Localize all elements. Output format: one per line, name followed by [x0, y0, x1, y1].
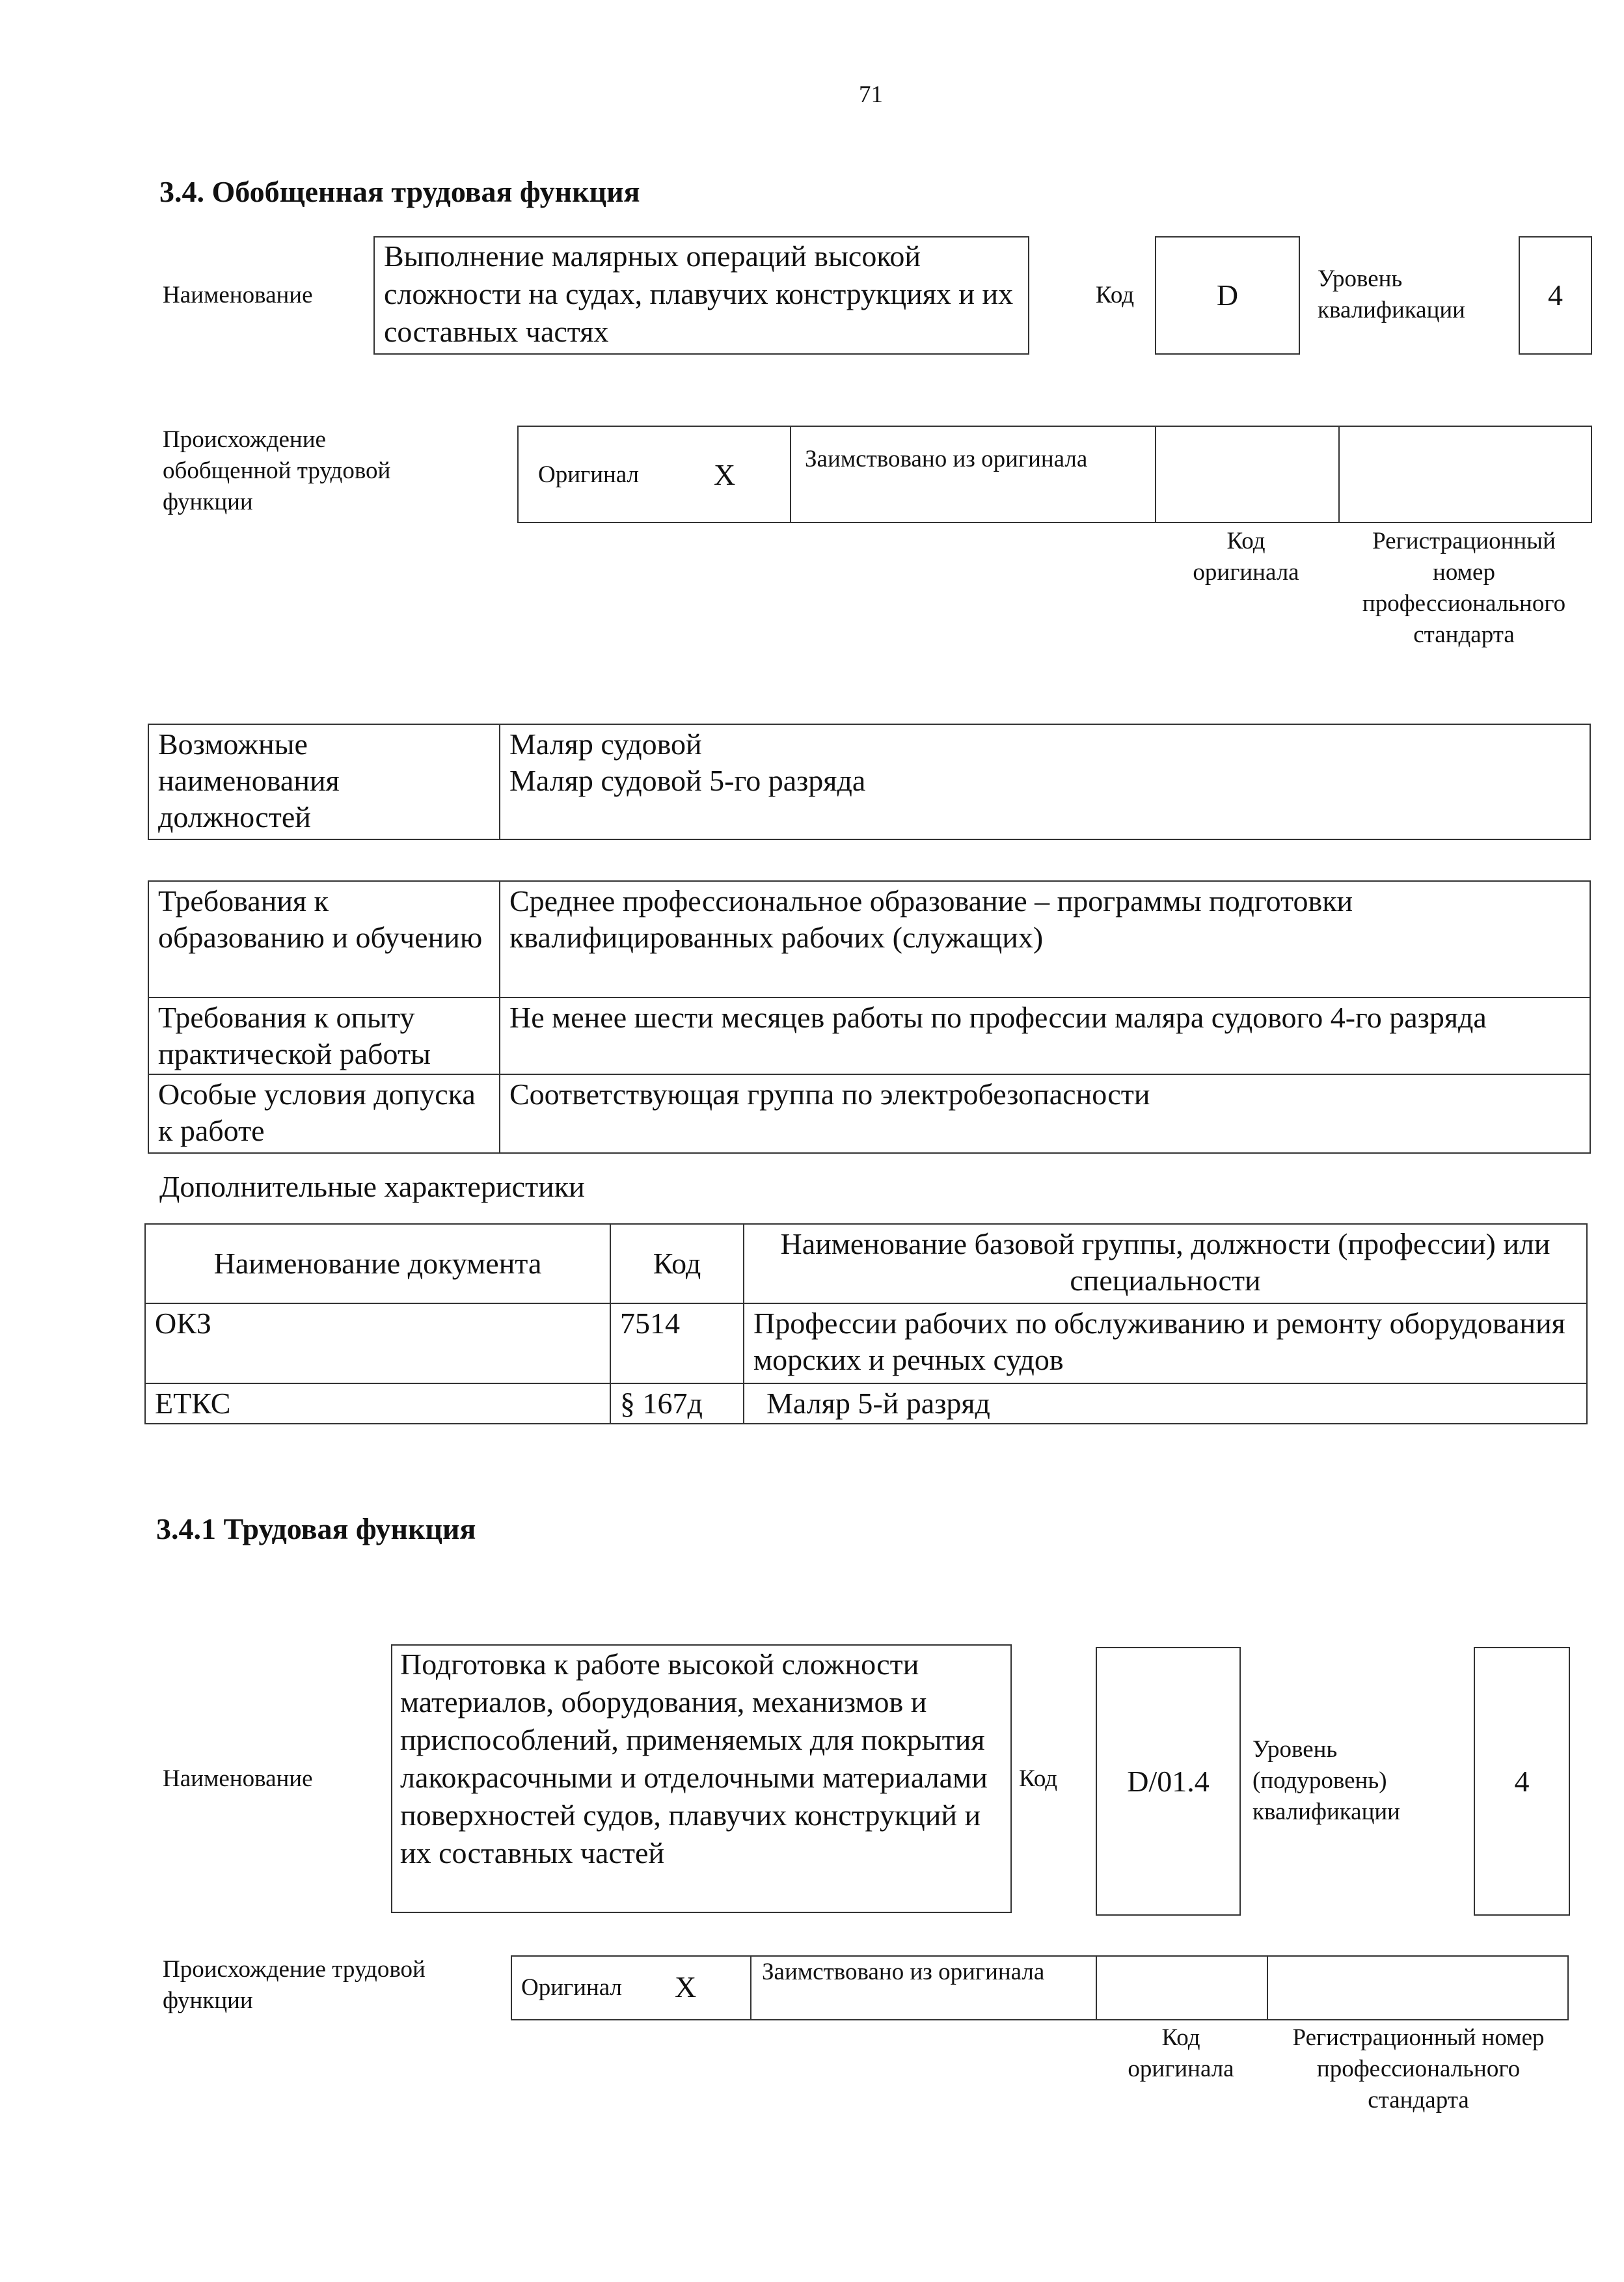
positions-label: Возможные наименования должностей — [148, 724, 500, 839]
subsection-heading: 3.4.1 Трудовая функция — [156, 1512, 476, 1545]
req-value: Не менее шести месяцев работы по профессии маляра судового 4-го разряда — [500, 998, 1590, 1074]
extra-header: Наименование базовой группы, должности (профессии) или специальности — [744, 1224, 1587, 1303]
tf-origin-table — [511, 1955, 1569, 2020]
extra-title: Дополнительные характеристики — [159, 1170, 585, 1203]
positions-table — [148, 724, 1591, 840]
req-value: Соответствующая группа по электробезопасности — [500, 1074, 1590, 1153]
requirements-table — [148, 880, 1591, 1154]
extra-header: Код — [610, 1224, 744, 1303]
extra-cell: Маляр 5-й разряд — [744, 1383, 1587, 1424]
level-label: Уровень квалификации — [1318, 265, 1465, 323]
origin-reg-caption: Регистрационный номер профессионального стандарта — [1292, 2024, 1545, 2113]
name-label: Наименование — [163, 1765, 313, 1792]
extra-header: Наименование документа — [145, 1224, 610, 1303]
origin-borrowed: Заимствовано из оригинала — [805, 446, 1088, 472]
extra-cell: § 167д — [610, 1383, 744, 1424]
tf-level-box: 4 — [1474, 1647, 1570, 1916]
extra-cell: 7514 — [610, 1303, 744, 1383]
extra-table — [144, 1223, 1588, 1424]
section-heading: 3.4. Обобщенная трудовая функция — [159, 175, 640, 208]
origin-label: Происхождение трудовой функции — [163, 1956, 426, 2014]
extra-cell: Профессии рабочих по обслуживанию и ремонту оборудования морских и речных судов — [744, 1303, 1587, 1383]
extra-cell: ОКЗ — [145, 1303, 610, 1383]
code-label: Код — [1019, 1765, 1058, 1792]
origin-code-caption: Код оригинала — [1128, 2024, 1234, 2082]
gtf-code-box: D — [1155, 236, 1300, 355]
gtf-origin-table — [517, 426, 1592, 523]
origin-label: Происхождение обобщенной трудовой функции — [163, 426, 391, 515]
gtf-level-box: 4 — [1519, 236, 1592, 355]
page-number: 71 — [859, 81, 883, 108]
code-label: Код — [1096, 282, 1135, 308]
req-label: Требования к опыту практической работы — [148, 998, 500, 1074]
req-label: Особые условия допуска к работе — [148, 1074, 500, 1153]
level-label: Уровень (подуровень) квалификации — [1252, 1736, 1400, 1825]
origin-original: Оригинал — [538, 461, 640, 488]
origin-original: Оригинал — [521, 1974, 623, 2001]
req-value: Среднее профессиональное образование – программы подготовки квалифицированных рабочих (служащих) — [500, 881, 1590, 998]
position-item: Маляр судовой 5-го разряда — [509, 764, 866, 797]
origin-mark: X — [675, 1970, 697, 2004]
origin-mark: X — [714, 458, 736, 491]
origin-reg-caption: Регистрационный номер профессионального стандарта — [1362, 528, 1566, 648]
tf-name-box: Подготовка к работе высокой сложности материалов, оборудования, механизмов и приспособлений, применяемых для покрытия лакокрасочными и отделочными материалами поверхностей судов, плавучих конструкций и их составных частей — [391, 1644, 1012, 1913]
name-label: Наименование — [163, 282, 313, 308]
position-item: Маляр судовой — [509, 727, 702, 761]
origin-borrowed: Заимствовано из оригинала — [762, 1959, 1045, 1985]
gtf-name-box: Выполнение малярных операций высокой сложности на судах, плавучих конструкциях и их составных частях — [373, 236, 1029, 355]
origin-code-caption: Код оригинала — [1193, 528, 1299, 586]
extra-cell: ЕТКС — [145, 1383, 610, 1424]
tf-code-box: D/01.4 — [1096, 1647, 1241, 1916]
req-label: Требования к образованию и обучению — [148, 881, 500, 998]
